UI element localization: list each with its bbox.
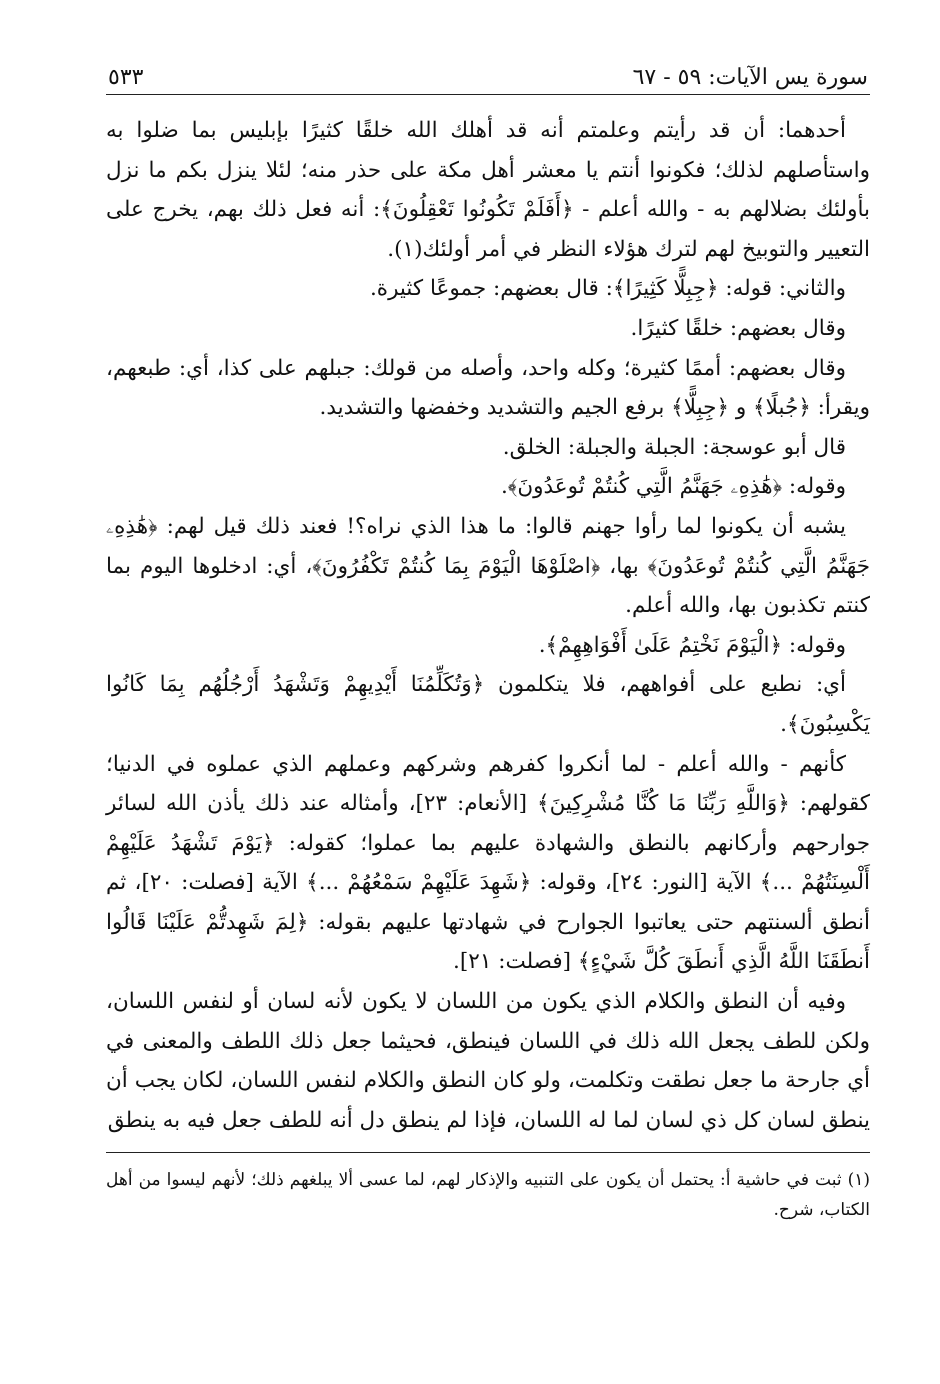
footnote-divider <box>106 1152 870 1153</box>
paragraph: وفيه أن النطق والكلام الذي يكون من اللسان لا يكون لأنه لسان أو لنفس اللسان، ولكن للطف يجعل الله ذلك في اللسان فينطق، فحيثما جعل ذلك اللطف والمعنى في أي جارحة ما جعل نطقت وتكلمت، ولو كان النطق والكلام لنفس اللسان، لكان يجب أن ينطق لسان كل ذي لسان لما له اللسان، فإذا لم ينطق دل أنه للطف جعل فيه به ينطق <box>106 989 870 1133</box>
surah-title: سورة يس الآيات: ٥٩ - ٦٧ <box>632 65 868 90</box>
paragraph: يشبه أن يكونوا لما رأوا جهنم قالوا: ما هذا الذي نراه؟! فعند ذلك قيل لهم: ﴿هَٰذِهِۦ جَهَنَّمُ الَّتِي كُنتُمْ تُوعَدُونَ﴾ بها، ﴿اصْلَوْهَا الْيَوْمَ بِمَا كُنتُمْ تَكْفُرُونَ﴾، أي: ادخلوها اليوم بما كنتم تكذبون بها، والله أعلم. <box>106 513 870 619</box>
paragraph: وقال بعضهم: خلقًا كثيرًا. <box>630 315 846 341</box>
page <box>106 52 870 1225</box>
footnote: (١) ثبت في حاشية أ: يحتمل أن يكون على التنبيه والإذكار لهم، لما عسى ألا يبلغهم ذلك؛ لأنهم ليسوا من أهل الكتاب، شرح. <box>106 1170 870 1221</box>
main-text <box>106 111 870 1140</box>
page-number: ٥٣٣ <box>108 65 144 90</box>
paragraph: أحدهما: أن قد رأيتم وعلمتم أنه قد أهلك الله خلقًا كثيرًا بإبليس بما ضلوا به واستأصلهم لذلك؛ فكونوا أنتم يا معشر أهل مكة على حذر منه؛ لئلا ينزل بكم ما نزل بأولئك بضلالهم به - والله أعلم - ﴿أَفَلَمْ تَكُونُوا تَعْقِلُونَ﴾: أنه فعل ذلك بهم، يخرج على التعيير والتوبيخ لهم لترك هؤلاء النظر في أمر أولئك(١). <box>106 118 870 262</box>
paragraph: وقوله: ﴿هَٰذِهِۦ جَهَنَّمُ الَّتِي كُنتُمْ تُوعَدُونَ﴾. <box>500 474 846 500</box>
paragraph: والثاني: قوله: ﴿جِبِلًّا كَثِيرًا﴾: قال بعضهم: جموعًا كثيرة. <box>369 276 846 302</box>
running-header <box>106 52 870 95</box>
paragraph: قال أبو عوسجة: الجبلة والجبلة: الخلق. <box>502 434 846 460</box>
paragraph: أي: نطبع على أفواههم، فلا يتكلمون ﴿وَتُكَلِّمُنَا أَيْدِيهِمْ وَتَشْهَدُ أَرْجُلُهُم بِمَا كَانُوا يَكْسِبُونَ﴾. <box>106 672 870 737</box>
paragraph: كأنهم - والله أعلم - لما أنكروا كفرهم وشركهم وعملهم الذي عملوه في الدنيا؛ كقولهم: ﴿وَاللَّهِ رَبِّنَا مَا كُنَّا مُشْرِكِينَ﴾ [الأنعام: ٢٣]، وأمثاله عند ذلك يأذن الله لسائر جوارحهم وأركانهم بالنطق والشهادة عليهم بما عملوا؛ كقوله: ﴿يَوْمَ تَشْهَدُ عَلَيْهِمْ أَلْسِنَتُهُمْ ...﴾ الآية [النور: ٢٤]، وقوله: ﴿شَهِدَ عَلَيْهِمْ سَمْعُهُمْ ...﴾ الآية [فصلت: ٢٠]، ثم أنطق ألسنتهم حتى يعاتبوا الجوارح في شهادتها عليهم بقوله: ﴿لِمَ شَهِدتُّمْ عَلَيْنَا قَالُوا أَنطَقَنَا اللَّهُ الَّذِي أَنطَقَ كُلَّ شَيْءٍ﴾ [فصلت: ٢١]. <box>106 751 870 975</box>
paragraph: وقوله: ﴿الْيَوْمَ نَخْتِمُ عَلَىٰ أَفْوَاهِهِمْ﴾. <box>538 632 846 658</box>
paragraph: وقال بعضهم: أممًا كثيرة؛ وكله واحد، وأصله من قولك: جبلهم على كذا، أي: طبعهم، ويقرأ: ﴿جُبلًا﴾ و ﴿جِبِلًّا﴾ برفع الجيم والتشديد وخفضها والتشديد. <box>106 355 870 421</box>
